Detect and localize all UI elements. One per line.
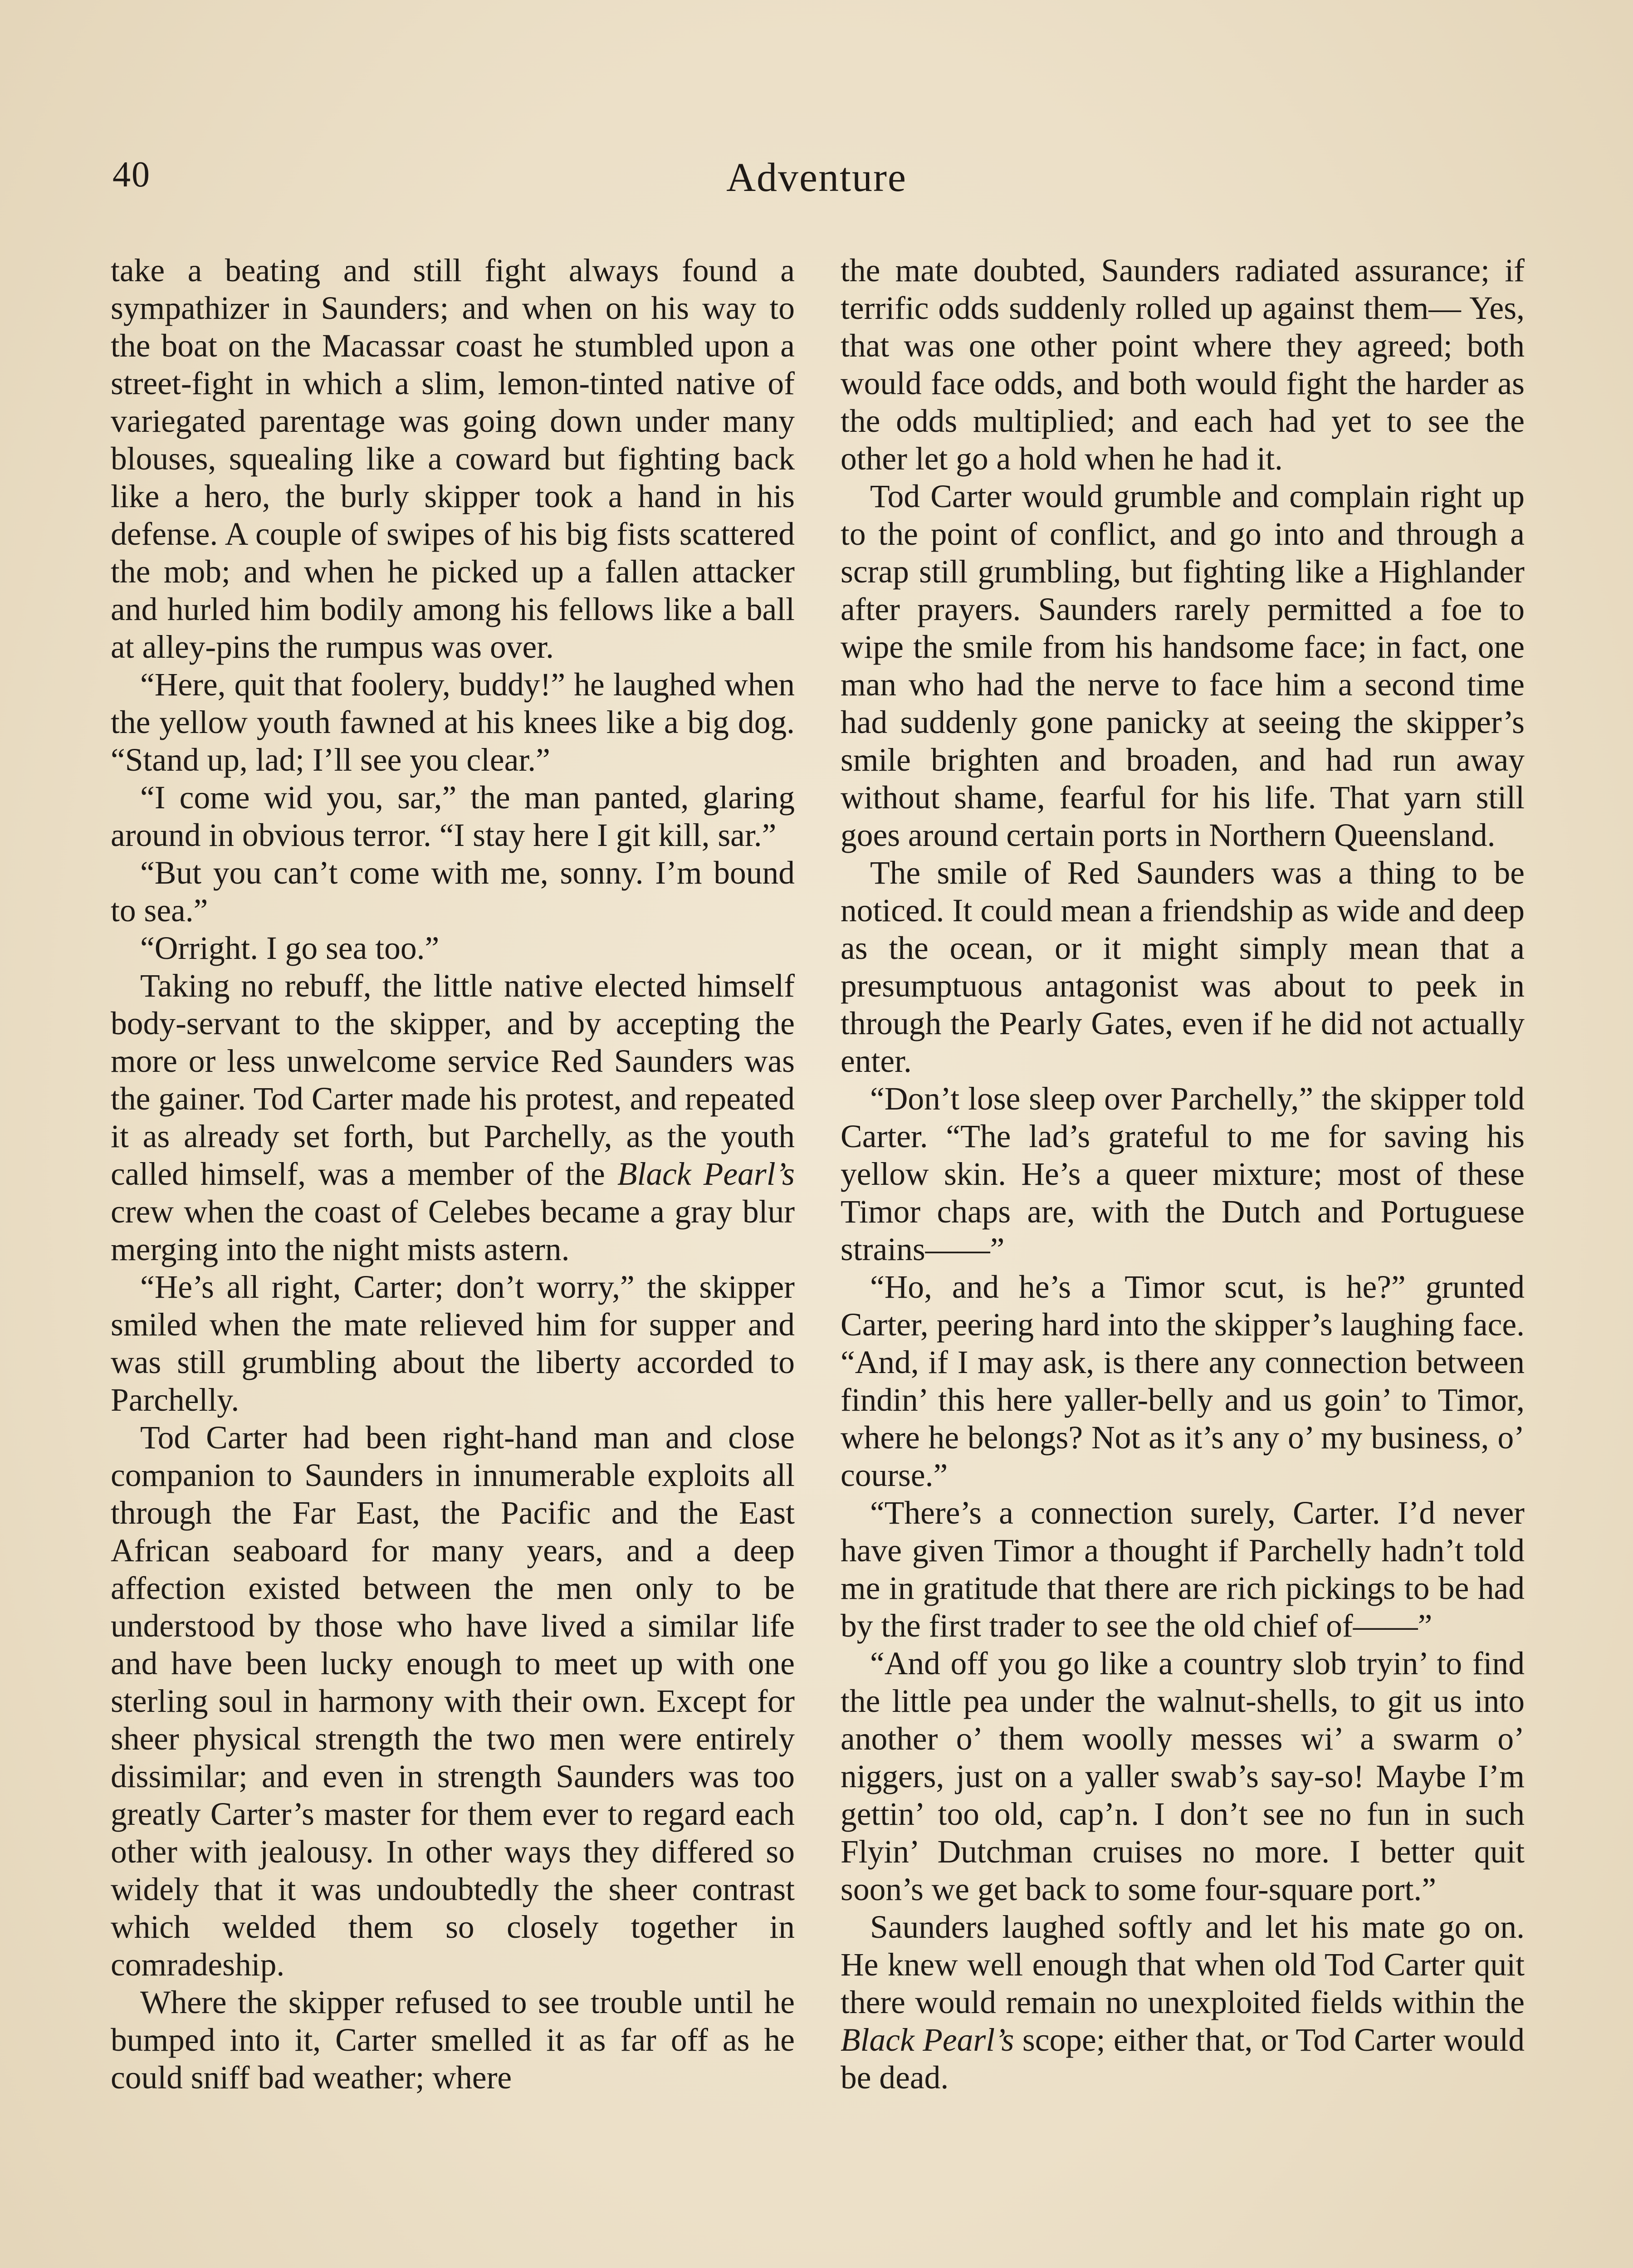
paragraph: “Ho, and he’s a Timor scut, is he?” grunted Carter, peering hard into the skipper’s laughing face. “And, if I may ask, is there any connection between findin’ this here yaller-belly and us goin’ to Timor, where he belongs? Not as it’s any o’ my business, o’ course.” bbox=[841, 1269, 1525, 1493]
paragraph: the mate doubted, Saunders radiated assurance; if terrific odds suddenly rolled up against them— Yes, that was one other point where they agreed; both would face odds, and both would fight the harder as the odds multiplied; and each had yet to see the other let go a hold when he had it. bbox=[841, 253, 1525, 477]
paragraph: Tod Carter had been right-hand man and close companion to Saunders in innumerable exploits all through the Far East, the Pacific and the East African seaboard for many years, and a deep affection existed between the men only to be understood by those who have lived a similar life and have been lucky enough to meet up with one sterling soul in harmony with their own. Except for sheer physical strength the two men were entirely dissimilar; and even in strength Saunders was too greatly Carter’s master for them ever to regard each other with jealousy. In other ways they differed so widely that it was undoubtedly the sheer contrast which welded them so closely together in comradeship. bbox=[111, 1420, 795, 1983]
paragraph: “Don’t lose sleep over Parchelly,” the skipper told Carter. “The lad’s grateful to me for saving his yellow skin. He’s a queer mixture; most of these Timor chaps are, with the Dutch and Portuguese strains——” bbox=[841, 1081, 1525, 1267]
paragraph: “Here, quit that foolery, buddy!” he laughed when the yellow youth fawned at his knees like a big dog. “Stand up, lad; I’ll see you clear.” bbox=[111, 667, 795, 778]
paragraph: “And off you go like a country slob tryin’ to find the little pea under the walnut-shells, to git us into another o’ them woolly messes wi’ a swarm o’ niggers, just on a yaller swab’s say-so! Maybe I’m gettin’ too old, cap’n. I don’t see no fun in such Flyin’ Dutchman cruises no more. I better quit soon’s we get back to some four-square port.” bbox=[841, 1646, 1525, 1907]
ship-name: Black Pearl’s bbox=[617, 1156, 795, 1192]
paragraph: Saunders laughed softly and let his mate go on. He knew well enough that when old Tod Carter quit there would remain no unexploited fields within the Black Pearl’s scope; either that, or Tod Carter would be dead. bbox=[841, 1909, 1525, 2096]
page-number: 40 bbox=[112, 155, 151, 195]
running-head: Adventure bbox=[726, 155, 907, 200]
paragraph: Where the skipper refused to see trouble until he bumped into it, Carter smelled it as far off as he could sniff bad weather; where bbox=[111, 1984, 795, 2096]
ship-name: Black Pearl’s bbox=[841, 2022, 1014, 2058]
text-column-left bbox=[111, 252, 795, 2097]
paragraph: “I come wid you, sar,” the man panted, glaring around in obvious terror. “I stay here I git kill, sar.” bbox=[111, 780, 795, 853]
paragraph: “He’s all right, Carter; don’t worry,” the skipper smiled when the mate relieved him for supper and was still grumbling about the liberty accorded to Parchelly. bbox=[111, 1269, 795, 1418]
paragraph: “There’s a connection surely, Carter. I’d never have given Timor a thought if Parchelly hadn’t told me in gratitude that there are rich pickings to be had by the first trader to see the old chief of——” bbox=[841, 1495, 1525, 1644]
paragraph: Taking no rebuff, the little native elected himself body-servant to the skipper, and by accepting the more or less unwelcome service Red Saunders was the gainer. Tod Carter made his protest, and repeated it as already set forth, but Parchelly, as the youth called himself, was a member of the Black Pearl’s crew when the coast of Celebes became a gray blur merging into the night mists astern. bbox=[111, 968, 795, 1267]
paragraph: Tod Carter would grumble and complain right up to the point of conflict, and go into and through a scrap still grumbling, but fighting like a Highlander after prayers. Saunders rarely permitted a foe to wipe the smile from his handsome face; in fact, one man who had the nerve to face him a second time had suddenly gone panicky at seeing the skipper’s smile brighten and broaden, and had run away without shame, fearful for his life. That yarn still goes around certain ports in Northern Queensland. bbox=[841, 479, 1525, 853]
paragraph: take a beating and still fight always found a sympathizer in Saunders; and when on his way to the boat on the Macassar coast he stumbled upon a street-fight in which a slim, lemon-tinted native of variegated parentage was going down under many blouses, squealing like a coward but fighting back like a hero, the burly skipper took a hand in his defense. A couple of swipes of his big fists scattered the mob; and when he picked up a fallen attacker and hurled him bodily among his fellows like a ball at alley-pins the rumpus was over. bbox=[111, 253, 795, 665]
paragraph: “Orright. I go sea too.” bbox=[140, 930, 440, 966]
text-column-right bbox=[841, 252, 1525, 2097]
paragraph: The smile of Red Saunders was a thing to be noticed. It could mean a friendship as wide and deep as the ocean, or it might simply mean that a presumptuous antagonist was about to peek in through the Pearly Gates, even if he did not actually enter. bbox=[841, 855, 1525, 1079]
paragraph: “But you can’t come with me, sonny. I’m bound to sea.” bbox=[111, 855, 795, 929]
